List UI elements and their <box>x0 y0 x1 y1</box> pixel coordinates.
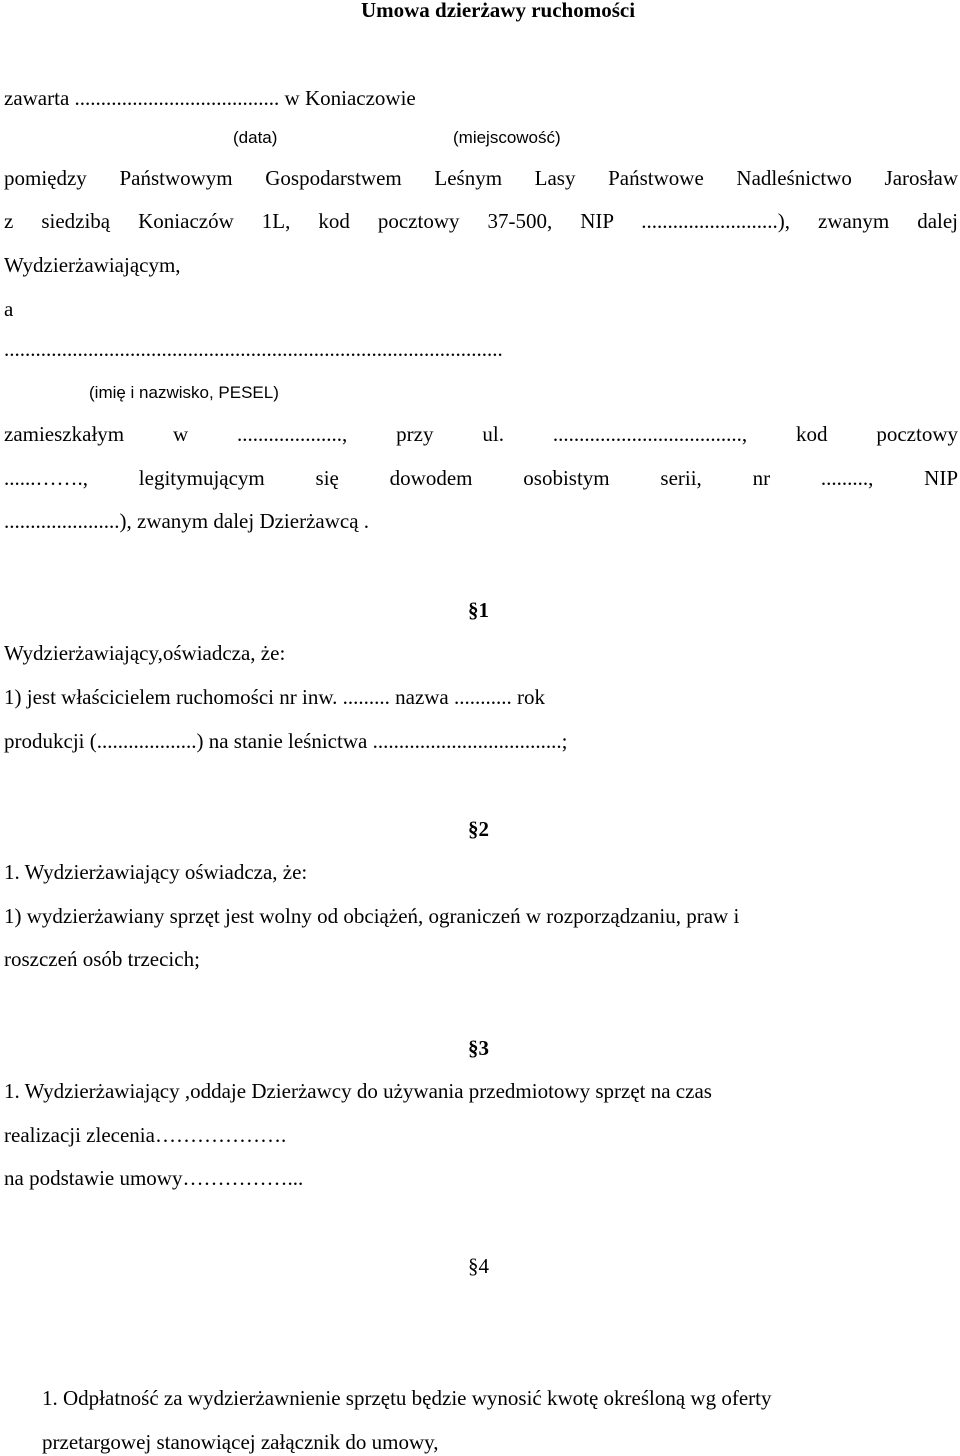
section-1-line-3: produkcji (...................) na stanie leśnictwa ....................................; <box>4 729 568 753</box>
section-1-heading: §1 <box>468 598 489 622</box>
section-4-heading: §4 <box>468 1254 489 1278</box>
intro-line-4: Wydzierżawiającym, <box>4 253 181 277</box>
section-2-line-3: roszczeń osób trzecich; <box>4 947 200 971</box>
section-1-line-1: Wydzierżawiający,oświadcza, że: <box>4 641 286 665</box>
intro-line-5: a <box>4 297 14 321</box>
intro-line-3: z siedzibą Koniaczów 1L, kod pocztowy 37-500, NIP ..........................), zwanym dalej <box>4 209 958 233</box>
caption-date: (data) <box>233 128 278 147</box>
intro-line-2: pomiędzy Państwowym Gospodarstwem Leśnym Lasy Państwowe Nadleśnictwo Jarosław <box>4 166 958 190</box>
section-2-heading: §2 <box>468 817 489 841</box>
section-3-line-1: 1. Wydzierżawiający ,oddaje Dzierżawcy do używania przedmiotowy sprzęt na czas <box>4 1079 712 1103</box>
section-3-line-3: na podstawie umowy……………... <box>4 1166 304 1190</box>
section-2-line-1: 1. Wydzierżawiający oświadcza, że: <box>4 860 308 884</box>
intro-line-7: zamieszkałym w ...................., przy ul. ...................................., kod pocztowy <box>4 422 958 446</box>
section-4-line-2: przetargowej stanowiącej załącznik do umowy, <box>42 1430 439 1454</box>
intro-line-8: ......……., legitymującym się dowodem osobistym serii, nr ........., NIP <box>4 466 958 490</box>
caption-person: (imię i nazwisko, PESEL) <box>89 383 279 402</box>
section-1-line-2: 1) jest właścicielem ruchomości nr inw. ......... nazwa ........... rok <box>4 685 545 709</box>
intro-line-1: zawarta ....................................... w Koniaczowie <box>4 86 416 110</box>
section-3-heading: §3 <box>468 1036 489 1060</box>
section-3-line-2: realizacji zlecenia………………. <box>4 1123 287 1147</box>
section-4-line-1: 1. Odpłatność za wydzierżawnienie sprzętu będzie wynosić kwotę określoną wg oferty <box>42 1386 772 1410</box>
intro-line-9: ......................), zwanym dalej Dzierżawcą . <box>4 509 370 533</box>
intro-line-6: ............................................................................................... <box>4 337 503 361</box>
document-title: Umowa dzierżawy ruchomości <box>360 0 636 22</box>
section-2-line-2: 1) wydzierżawiany sprzęt jest wolny od obciążeń, ograniczeń w rozporządzaniu, praw i <box>4 904 740 928</box>
caption-place: (miejscowość) <box>453 128 561 147</box>
